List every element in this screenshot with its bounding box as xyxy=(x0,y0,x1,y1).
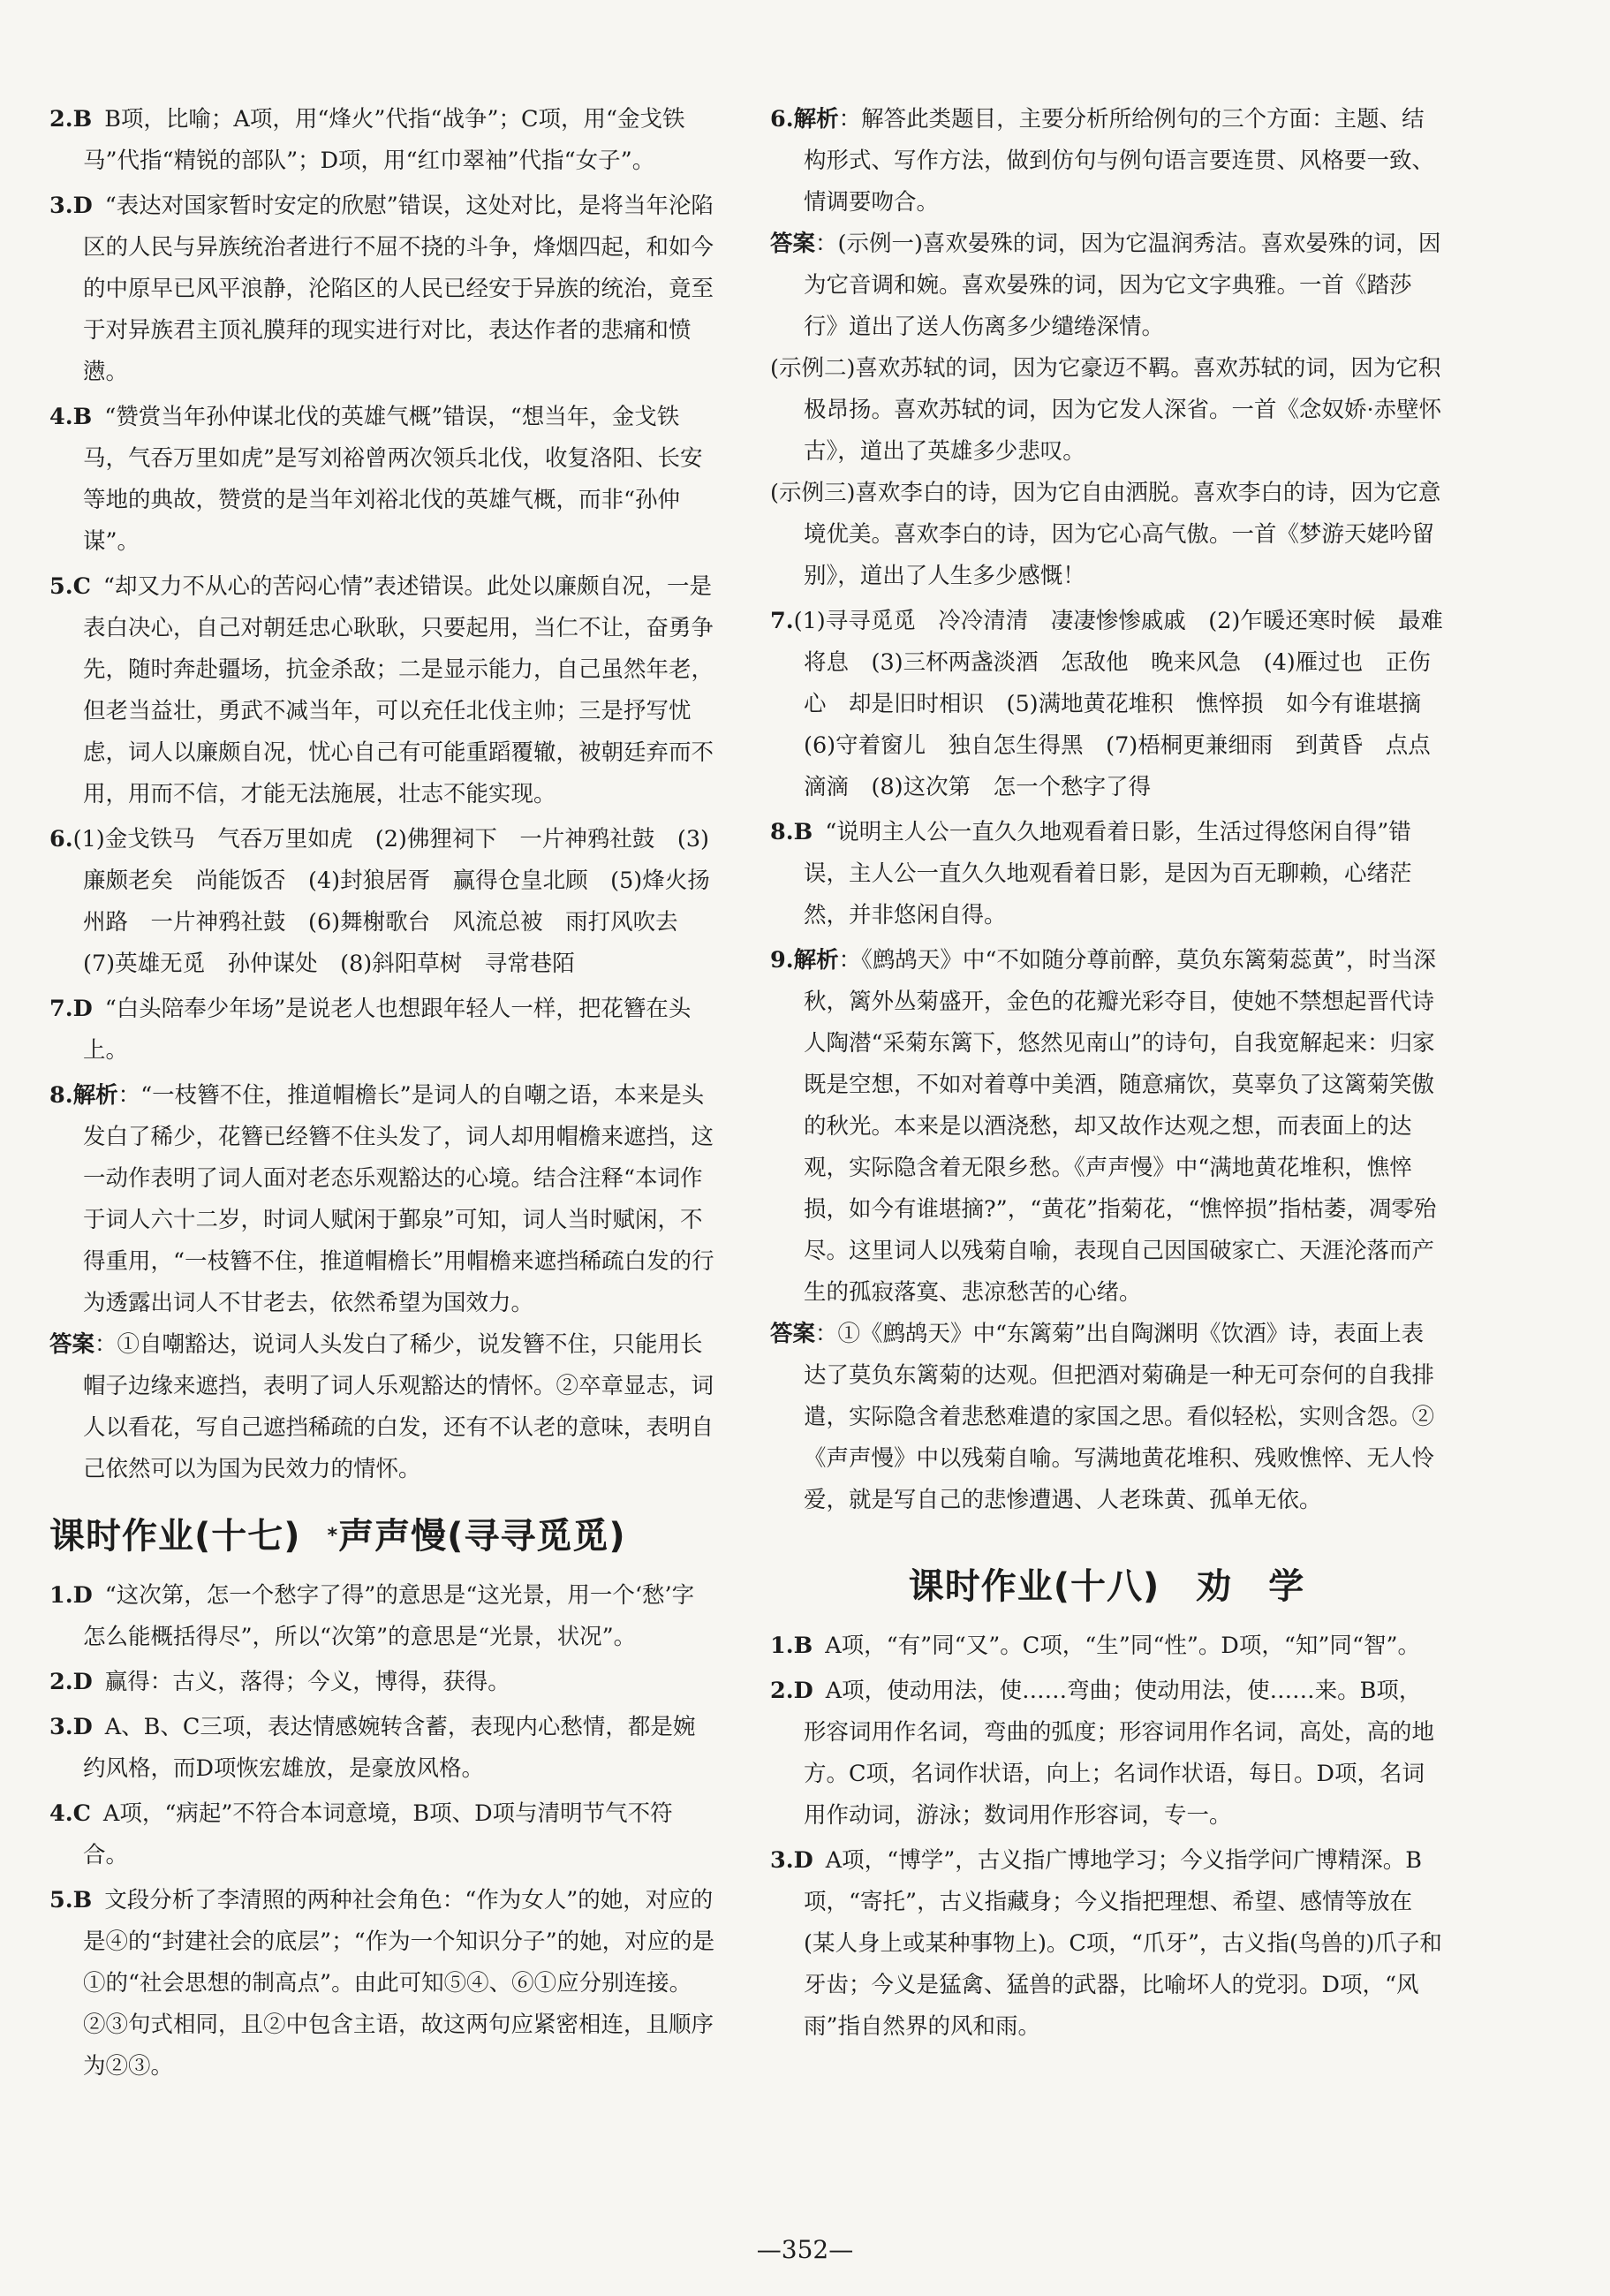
answer-item xyxy=(49,566,716,815)
item-number: 7. xyxy=(49,996,73,1022)
item-number: 3. xyxy=(49,1714,73,1740)
page-number: —352— xyxy=(756,2235,854,2264)
answer-item xyxy=(49,1662,716,1703)
star-mark: * xyxy=(327,1525,339,1547)
section-title-17 xyxy=(49,1510,716,1563)
item-number: 8. xyxy=(49,1082,73,1109)
answer-label: 答案 xyxy=(49,1331,95,1358)
item-number: 5. xyxy=(49,573,73,600)
item-text: “这次第，怎一个愁字了得”的意思是“这光景，用一个‘愁’字怎么能概括得尽”，所以“次第”的意思是“光景，状况”。 xyxy=(83,1582,695,1650)
item-answer: D xyxy=(793,1847,813,1874)
item-answer: D xyxy=(72,1669,93,1695)
answer-item xyxy=(49,186,716,393)
answer-item xyxy=(49,1880,716,2088)
answer-item xyxy=(49,99,716,182)
section-number: 课时作业(十七) xyxy=(49,1516,301,1557)
item-number: 8. xyxy=(770,819,794,845)
answer-list-17 xyxy=(49,1575,716,2088)
analysis-text: ：解答此类题目，主要分析所给例句的三个方面：主题、结构形式、写作方法，做到仿句与例句语言要连贯、风格要一致、情调要吻合。 xyxy=(804,106,1435,216)
item-text: “白头陪奉少年场”是说老人也想跟年轻人一样，把花簪在头上。 xyxy=(83,996,692,1064)
answer-item xyxy=(49,1575,716,1658)
answer-item xyxy=(49,1793,716,1876)
answer-list-18 xyxy=(770,1625,1443,2048)
item-answer: D xyxy=(72,1582,93,1609)
item-number: 5. xyxy=(49,1887,73,1913)
answer-item-7 xyxy=(770,601,1443,808)
item-text: A项，“有”同“又”。C项，“生”同“性”。D项，“知”同“智”。 xyxy=(825,1633,1420,1659)
answer-label: 答案 xyxy=(770,231,816,257)
item-number: 7. xyxy=(770,608,794,634)
item-number: 4. xyxy=(49,1800,73,1827)
answer-item-9 xyxy=(770,940,1443,1521)
item-text: “却又力不从心的苦闷心情”表述错误。此处以廉颇自况，一是表白决心，自己对朝廷忠心耿耿，只要起用，当仁不让，奋勇争先，随时奔赴疆场，抗金杀敌；二是显示能力，自己虽然年老，但老当益壮，勇武不减当年，可以充任北伐主帅；三是抒写忧虑，词人以廉颇自况，忧心自己有可能重蹈覆辙，被朝廷弃而不用，用而不信，才能无法施展，壮志不能实现。 xyxy=(83,573,714,807)
answer-text: ：(示例一)喜欢晏殊的词，因为它温润秀洁。喜欢晏殊的词，因为它音调和婉。喜欢晏殊的词，因为它文字典雅。一首《踏莎行》道出了送人伤离多少缱绻深情。 xyxy=(804,231,1441,340)
section-title-18: 课时作业(十八) 劝 学 xyxy=(908,1566,1305,1607)
item-number: 3. xyxy=(770,1847,794,1874)
answer-item-6 xyxy=(770,99,1443,597)
item-text: “表达对国家暂时安定的欣慰”错误，这处对比，是将当年沦陷区的人民与异族统治者进行不屈不挠的斗争，烽烟四起，和如今的中原早已风平浪静，沦陷区的人民已经安于异族的统治，竟至于对异族君主顶礼膜拜的现实进行对比，表达作者的悲痛和愤懑。 xyxy=(83,193,714,385)
item-text: (1)金戈铁马 气吞万里如虎 (2)佛狸祠下 一片神鸦社鼓 (3)廉颇老矣 尚能饭否 (4)封狼居胥 赢得仓皇北顾 (5)烽火扬州路 一片神鸦社鼓 (6)舞榭歌台 风流总被 雨打风吹去 (7)英雄无觅 孙仲谋处 (8)斜阳草树 寻常巷陌 xyxy=(72,826,710,977)
answer-item xyxy=(49,819,716,985)
item-answer: B xyxy=(793,1633,813,1659)
item-answer: B xyxy=(72,1887,93,1913)
item-text: 文段分析了李清照的两种社会角色：“作为女人”的她，对应的是④的“封建社会的底层”；“作为一个知识分子”的她，对应的是①的“社会思想的制高点”。由此可知⑤④、⑥①应分别连接。②③句式相同，且②中包含主语，故这两句应紧密相连，且顺序为②③。 xyxy=(83,1887,715,2080)
right-column xyxy=(770,99,1443,2051)
item-text: A项，“病起”不符合本词意境，B项、D项与清明节气不符合。 xyxy=(83,1800,673,1868)
item-answer: B xyxy=(72,106,93,133)
answer-item xyxy=(49,397,716,563)
item-answer: D xyxy=(72,996,93,1022)
item-text: A项，使动用法，使……弯曲；使动用法，使……来。B项，形容词用作名词，弯曲的弧度；形容词用作名词，高处，高的地方。C项，名词作状语，向上；名词作状语，每日。D项，名词用作动词，游泳；数词用作形容词，专一。 xyxy=(804,1678,1435,1829)
answer-text: ：①自嘲豁达，说词人头发白了稀少，说发簪不住，只能用长帽子边缘来遮挡，表明了词人乐观豁达的情怀。②卒章显志，词人以看花，写自己遮挡稀疏的白发，还有不认老的意味，表明自己依然可以为国为民效力的情怀。 xyxy=(83,1331,714,1482)
item-text: A项，“博学”，古义指广博地学习；今义指学问广博精深。B项，“寄托”，古义指藏身；今义指把理想、希望、感情等放在(某人身上或某种事物上)。C项，“爪牙”，古义指(鸟兽的)爪子和牙齿；今义是猛禽、猛兽的武器，比喻坏人的党羽。D项，“风雨”指自然界的风和雨。 xyxy=(804,1847,1442,2040)
left-column xyxy=(49,99,716,2091)
analysis-label: 解析 xyxy=(793,106,839,133)
answer-list-16 xyxy=(49,99,716,1072)
analysis-label: 解析 xyxy=(72,1082,118,1109)
item-answer: B xyxy=(793,819,813,845)
item-number: 2. xyxy=(49,106,73,133)
item-answer: C xyxy=(72,1800,91,1827)
answer-item xyxy=(49,1707,716,1790)
item-answer: D xyxy=(72,193,93,219)
example-2: (示例二)喜欢苏轼的词，因为它豪迈不羁。喜欢苏轼的词，因为它积极昂扬。喜欢苏轼的词，因为它发人深省。一首《念奴娇·赤壁怀古》，道出了英雄多少悲叹。 xyxy=(770,355,1442,465)
item-number: 1. xyxy=(49,1582,73,1609)
item-text: (1)寻寻觅觅 冷冷清清 凄凄惨惨戚戚 (2)乍暖还寒时候 最难将息 (3)三杯两盏淡酒 怎敌他 晚来风急 (4)雁过也 正伤心 却是旧时相识 (5)满地黄花堆积 憔悴损 如今有谁堪摘 (6)守着窗儿 独自怎生得黑 (7)梧桐更兼细雨 到黄昏 点点滴滴 (8)这次第 怎一个愁字了得 xyxy=(793,608,1444,800)
item-number: 9. xyxy=(770,947,794,974)
item-number: 4. xyxy=(49,404,73,430)
item-answer: D xyxy=(793,1678,813,1704)
answer-text: ：①《鹧鸪天》中“东篱菊”出自陶渊明《饮酒》诗，表面上表达了莫负东篱菊的达观。但把酒对菊确是一种无可奈何的自我排遣，实际隐含着悲愁难遣的家国之思。看似轻松，实则含怨。②《声声慢》中以残菊自喻。写满地黄花堆积、残败憔悴、无人怜爱，就是写自己的悲惨遭遇、人老珠黄、孤单无依。 xyxy=(804,1321,1435,1513)
item-number: 3. xyxy=(49,193,73,219)
item-number: 6. xyxy=(49,826,73,852)
item-answer: B xyxy=(72,404,93,430)
item-text: B项，比喻；A项，用“烽火”代指“战争”；C项，用“金戈铁马”代指“精锐的部队”；D项，用“红巾翠袖”代指“女子”。 xyxy=(83,106,685,174)
answer-item xyxy=(770,1625,1443,1667)
item-answer: D xyxy=(72,1714,93,1740)
analysis-text: ：《鹧鸪天》中“不如随分尊前醉，莫负东篱菊蕊黄”，时当深秋，篱外丛菊盛开，金色的花瓣光彩夺目，使她不禁想起晋代诗人陶潜“采菊东篱下，悠然见南山”的诗句，自我宽解起来：归家既是空想，不如对着尊中美酒，随意痛饮，莫辜负了这篱菊笑傲的秋光。本来是以酒浇愁，却又故作达观之想，而表面上的达观，实际隐含着无限乡愁。《声声慢》中“满地黄花堆积，憔悴损，如今有谁堪摘?”，“黄花”指菊花，“憔悴损”指枯萎，凋零殆尽。这里词人以残菊自喻，表现自己因国破家亡、天涯沦落而产生的孤寂落寞、悲凉愁苦的心绪。 xyxy=(804,947,1437,1306)
item-text: “说明主人公一直久久地观看着日影，生活过得悠闲自得”错误，主人公一直久久地观看着日影，是因为百无聊赖，心绪茫然，并非悠闲自得。 xyxy=(804,819,1412,928)
item-answer: C xyxy=(72,573,91,600)
item-number: 1. xyxy=(770,1633,794,1659)
item-text: “赞赏当年孙仲谋北伐的英雄气概”错误，“想当年，金戈铁马，气吞万里如虎”是写刘裕曾两次领兵北伐，收复洛阳、长安等地的典故，赞赏的是当年刘裕北伐的英雄气概，而非“孙仲谋”。 xyxy=(83,404,703,555)
analysis-text: ：“一枝簪不住，推道帽檐长”是词人的自嘲之语，本来是头发白了稀少，花簪已经簪不住头发了，词人却用帽檐来遮挡，这一动作表明了词人面对老态乐观豁达的心境。结合注释“本词作于词人六十二岁，时词人赋闲于鄞泉”可知，词人当时赋闲，不得重用，“一枝簪不住，推道帽檐长”用帽檐来遮挡稀疏白发的行为透露出词人不甘老去，依然希望为国效力。 xyxy=(83,1082,714,1316)
section-subtitle: 声声慢(寻寻觅觅) xyxy=(338,1516,626,1557)
item-text: A、B、C三项，表达情感婉转含蓄，表现内心愁情，都是婉约风格，而D项恢宏雄放，是豪放风格。 xyxy=(83,1714,696,1782)
answer-item-8 xyxy=(770,812,1443,936)
item-number: 2. xyxy=(770,1678,794,1704)
answer-label: 答案 xyxy=(770,1321,816,1347)
answer-item-8 xyxy=(49,1075,716,1490)
item-number: 6. xyxy=(770,106,794,133)
answer-item xyxy=(770,1840,1443,2048)
answer-item xyxy=(770,1671,1443,1837)
item-text: 赢得：古义，落得；今义，博得，获得。 xyxy=(104,1669,510,1695)
example-3: (示例三)喜欢李白的诗，因为它自由洒脱。喜欢李白的诗，因为它意境优美。喜欢李白的诗，因为它心高气傲。一首《梦游天姥吟留别》，道出了人生多少感慨！ xyxy=(770,480,1441,589)
answer-item xyxy=(49,989,716,1072)
item-number: 2. xyxy=(49,1669,73,1695)
analysis-label: 解析 xyxy=(793,947,839,974)
